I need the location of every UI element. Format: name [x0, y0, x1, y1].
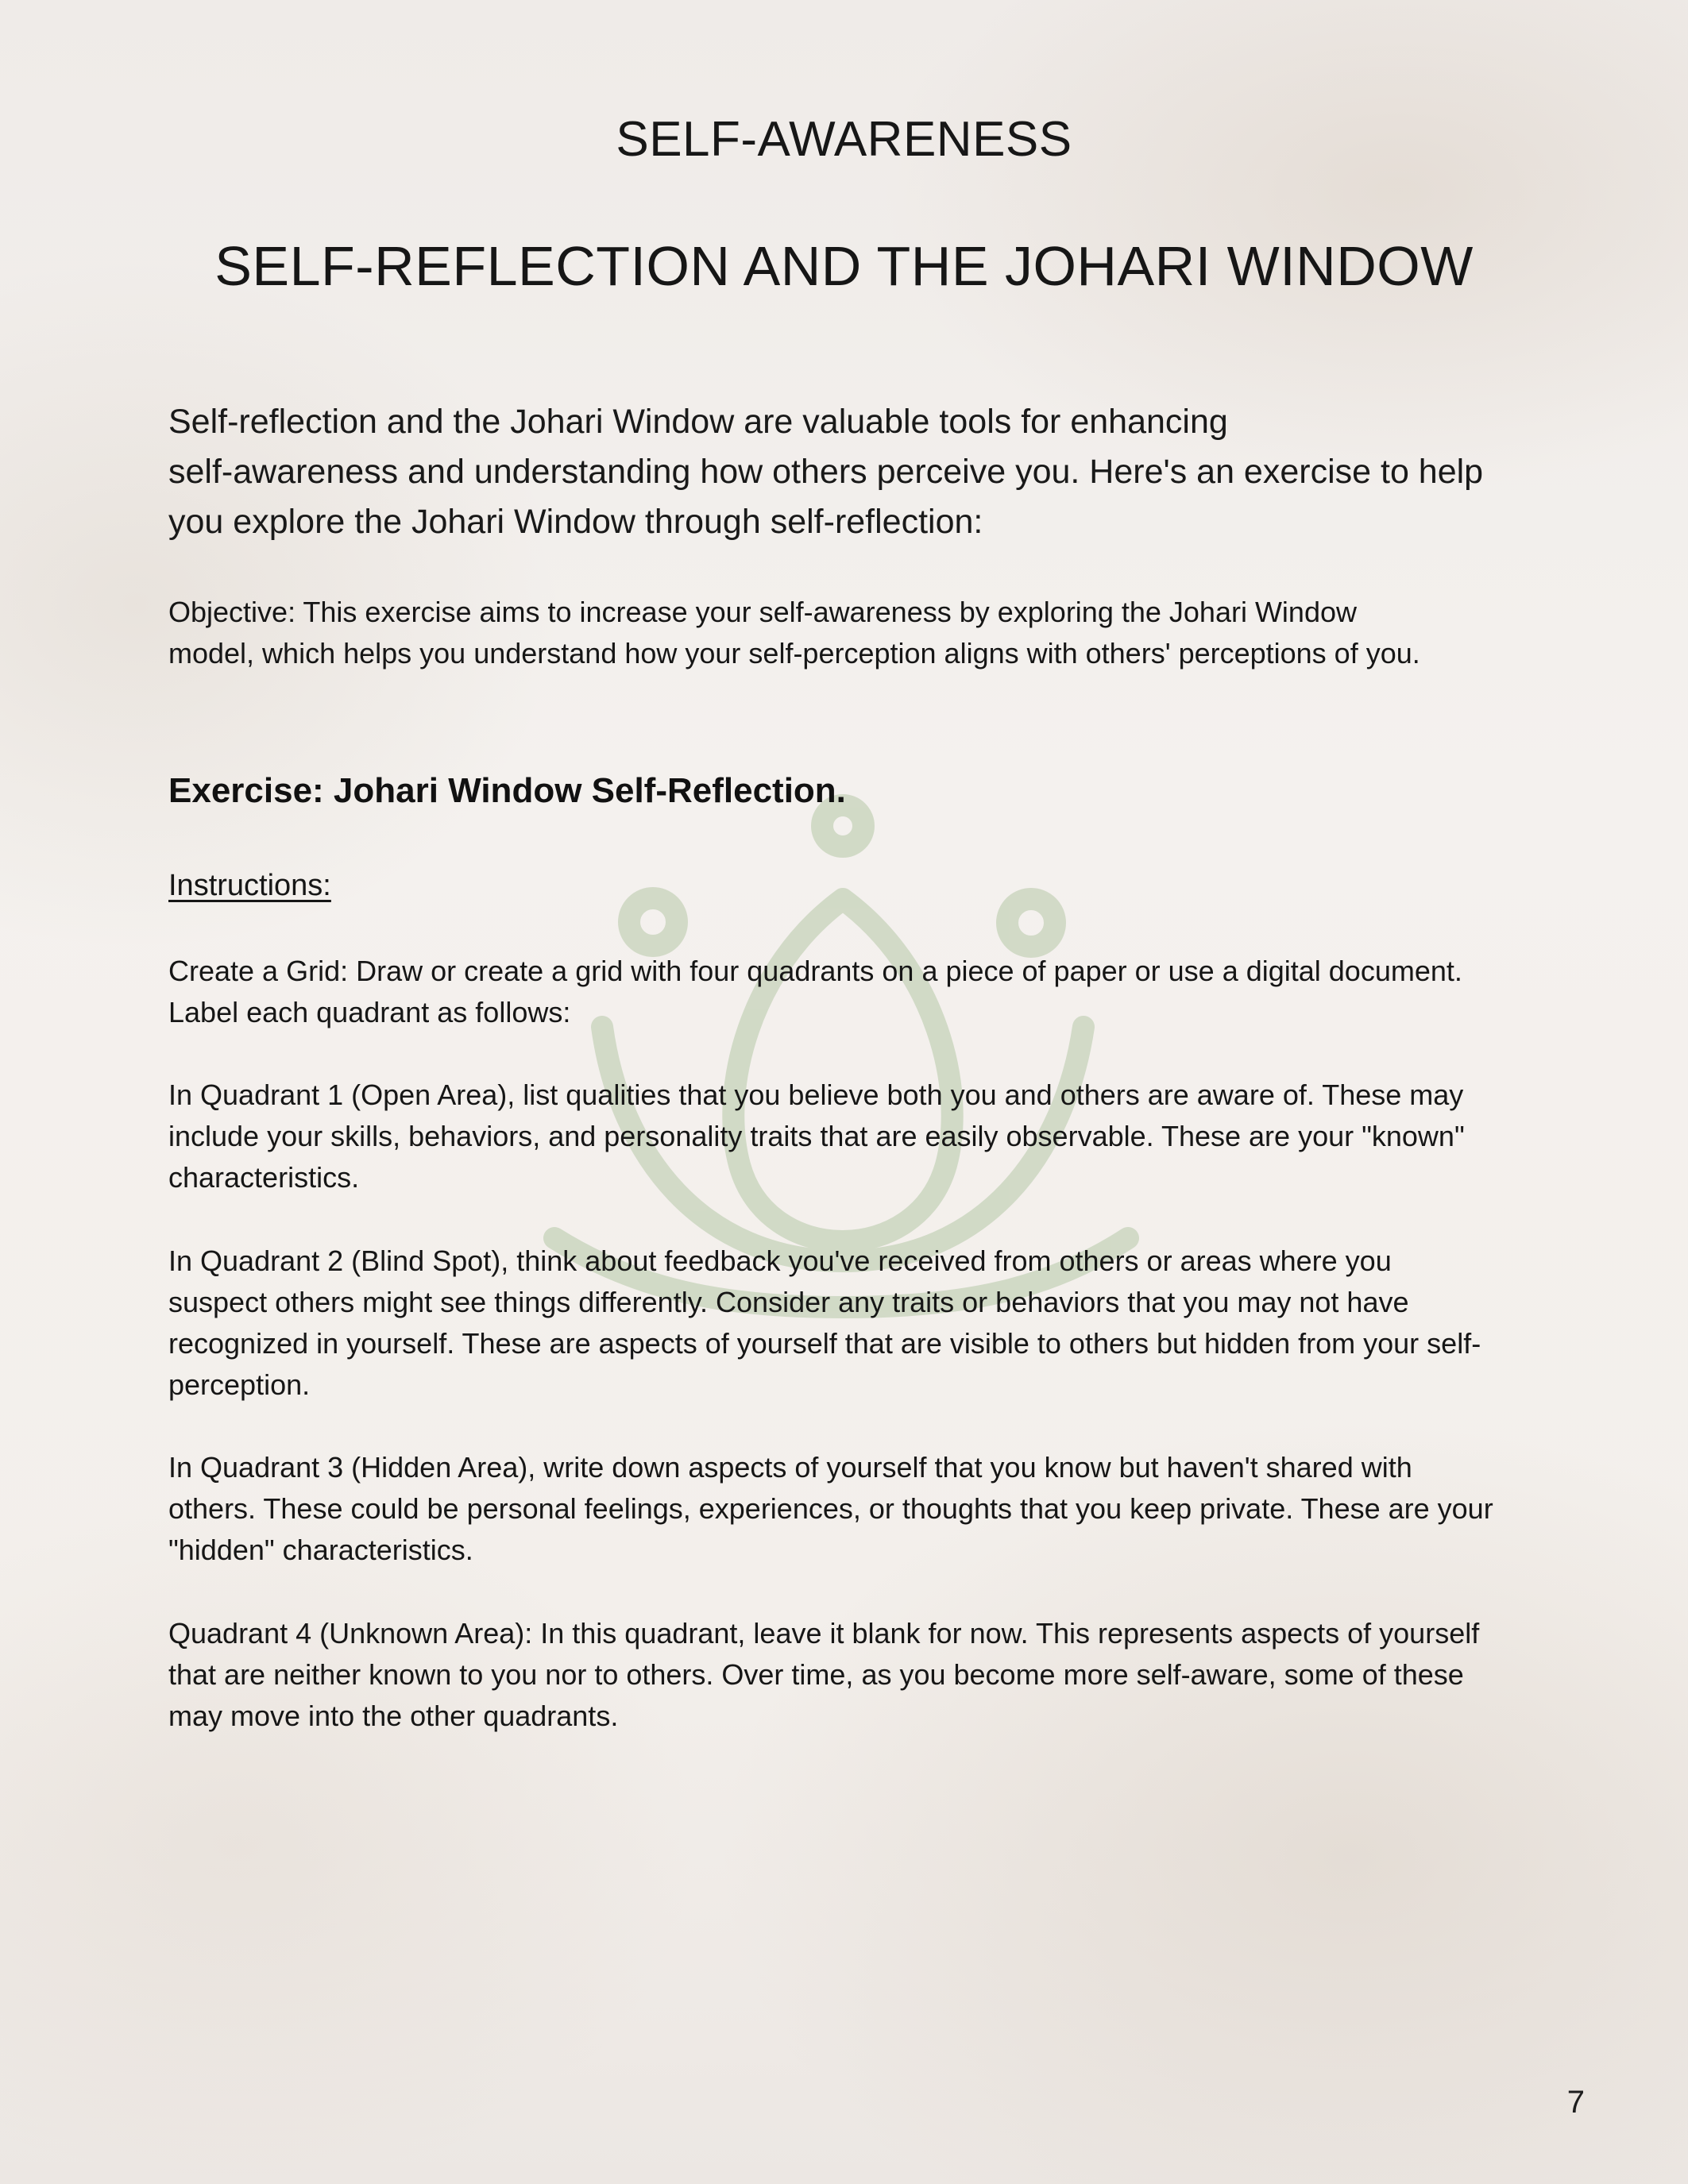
paragraph-line: "hidden" characteristics.	[168, 1534, 473, 1566]
instruction-paragraph-quadrant-2	[168, 1241, 1527, 1406]
intro-line: Self-reflection and the Johari Window are valuable tools for enhancing	[168, 403, 1228, 441]
paragraph-line: Quadrant 4 (Unknown Area): In this quadrant, leave it blank for now. This represents aspects of yourself	[168, 1617, 1480, 1650]
intro-line: self-awareness and understanding how others perceive you. Here's an exercise to help	[168, 453, 1484, 491]
paragraph-line: include your skills, behaviors, and personality traits that are easily observable. These are your "known"	[168, 1120, 1465, 1152]
page-title: SELF-REFLECTION AND THE JOHARI WINDOW	[214, 235, 1474, 297]
paragraph-line: that are neither known to you nor to others. Over time, as you become more self-aware, some of these	[168, 1658, 1464, 1691]
section-label: SELF-AWARENESS	[616, 112, 1072, 167]
objective-paragraph	[168, 592, 1527, 674]
paragraph-line: characteristics.	[168, 1161, 360, 1194]
paragraph-line: suspect others might see things differently. Consider any traits or behaviors that you may not have	[168, 1286, 1409, 1318]
paragraph-line: Create a Grid: Draw or create a grid with four quadrants on a piece of paper or use a digital document.	[168, 955, 1462, 987]
instructions-label: Instructions:	[168, 869, 331, 902]
paragraph-line: recognized in yourself. These are aspects of yourself that are visible to others but hidden from your self-	[168, 1327, 1481, 1360]
intro-paragraph	[168, 397, 1527, 547]
paragraph-line: may move into the other quadrants.	[168, 1700, 619, 1732]
intro-line: you explore the Johari Window through self-reflection:	[168, 503, 983, 541]
objective-line: model, which helps you understand how your self-perception aligns with others' perceptions of you.	[168, 637, 1420, 669]
exercise-title: Exercise: Johari Window Self-Reflection.	[168, 771, 846, 810]
objective-line: Objective: This exercise aims to increase your self-awareness by exploring the Johari Window	[168, 596, 1357, 628]
paragraph-line: perception.	[168, 1368, 311, 1401]
paragraph-line: others. These could be personal feelings, experiences, or thoughts that you keep private. These are your	[168, 1492, 1493, 1525]
instruction-paragraph-quadrant-3	[168, 1447, 1527, 1571]
paragraph-line: In Quadrant 3 (Hidden Area), write down aspects of yourself that you know but haven't shared with	[168, 1451, 1412, 1484]
paragraph-line: Label each quadrant as follows:	[168, 996, 571, 1028]
instruction-paragraph-create-grid	[168, 951, 1527, 1033]
instruction-paragraph-quadrant-1	[168, 1075, 1527, 1198]
instruction-paragraph-quadrant-4	[168, 1613, 1527, 1737]
paragraph-line: In Quadrant 2 (Blind Spot), think about feedback you've received from others or areas where you	[168, 1244, 1392, 1277]
paragraph-line: In Quadrant 1 (Open Area), list qualities that you believe both you and others are aware of. These may	[168, 1078, 1464, 1111]
page-number: 7	[1566, 2085, 1585, 2120]
